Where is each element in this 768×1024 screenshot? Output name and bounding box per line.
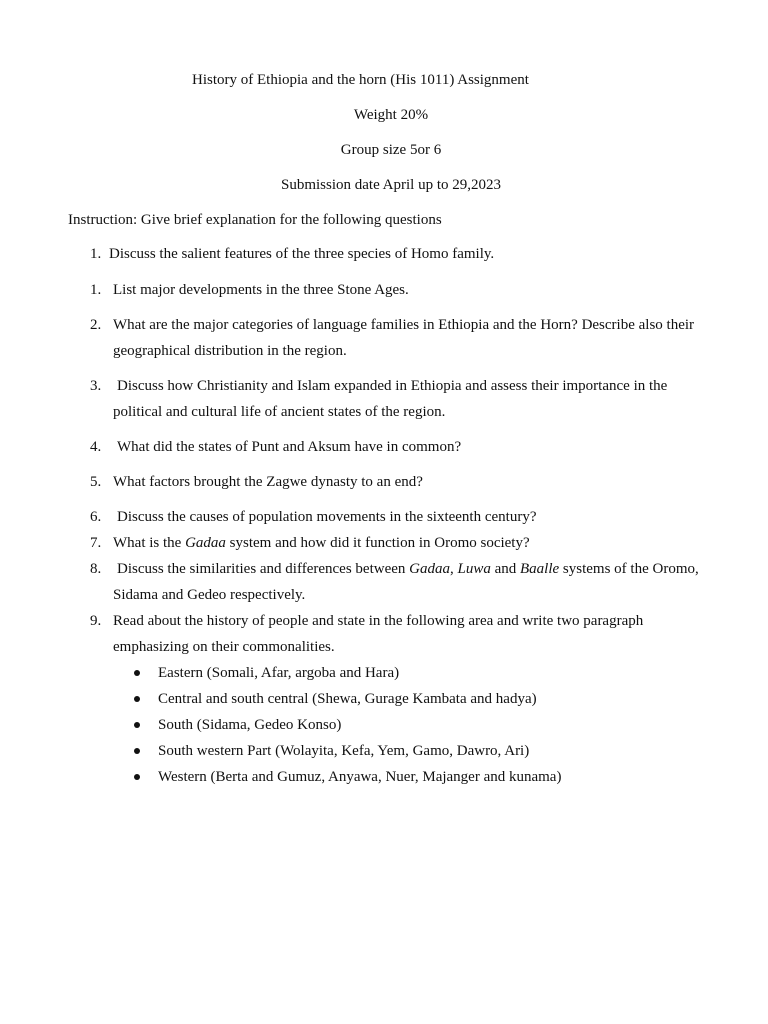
- question-number: 7.: [90, 535, 102, 551]
- bullet-icon: [134, 722, 140, 728]
- question-text: Discuss the salient features of the three species of Homo family.: [109, 246, 495, 262]
- weight-line: Weight 20%: [353, 107, 429, 123]
- question-number: 9.: [90, 613, 102, 629]
- question-text: List major developments in the three Stone Ages.: [113, 282, 409, 298]
- question-number: 2.: [90, 317, 102, 333]
- question-text: What factors brought the Zagwe dynasty to an end?: [113, 474, 423, 490]
- question-number: 6.: [90, 509, 102, 525]
- question-text: Discuss the similarities and differences between Gadaa, Luwa and Baalle systems of the Oromo,: [117, 561, 699, 577]
- question-text: Discuss the causes of population movements in the sixteenth century?: [117, 509, 537, 525]
- gadaa-term: Gadaa: [185, 535, 226, 551]
- region-text: Western (Berta and Gumuz, Anyawa, Nuer, Majanger and kunama): [158, 769, 562, 785]
- question-number: 1.: [90, 246, 102, 262]
- bullet-icon: [134, 696, 140, 702]
- region-text: Central and south central (Shewa, Gurage Kambata and hadya): [158, 691, 537, 707]
- question-number: 4.: [90, 439, 102, 455]
- question-text-continued: geographical distribution in the region.: [113, 343, 347, 359]
- region-text: South western Part (Wolayita, Kefa, Yem, Gamo, Dawro, Ari): [158, 743, 530, 759]
- baalle-term: Baalle: [520, 561, 560, 577]
- question-text-continued: Sidama and Gedeo respectively.: [113, 587, 306, 603]
- question-text-continued: emphasizing on their commonalities.: [113, 639, 335, 655]
- document-title: History of Ethiopia and the horn (His 1011) Assignment: [192, 72, 529, 88]
- region-text: South (Sidama, Gedeo Konso): [158, 717, 342, 733]
- question-number: 1.: [90, 282, 102, 298]
- question-text: What are the major categories of language families in Ethiopia and the Horn? Describe also their: [113, 317, 695, 333]
- question-text-continued: political and cultural life of ancient states of the region.: [113, 404, 446, 420]
- question-text: Discuss how Christianity and Islam expanded in Ethiopia and assess their importance in the: [117, 378, 668, 394]
- bullet-icon: [134, 748, 140, 754]
- question-number: 8.: [90, 561, 102, 577]
- question-text: Read about the history of people and state in the following area and write two paragraph: [113, 613, 644, 629]
- bullet-icon: [134, 774, 140, 780]
- question-text: What did the states of Punt and Aksum have in common?: [117, 439, 462, 455]
- bullet-icon: [134, 670, 140, 676]
- instruction-text: Instruction: Give brief explanation for the following questions: [68, 212, 442, 228]
- region-text: Eastern (Somali, Afar, argoba and Hara): [158, 665, 400, 681]
- question-text: What is the Gadaa system and how did it function in Oromo society?: [113, 535, 530, 551]
- group-size-line: Group size 5or 6: [340, 142, 442, 158]
- question-number: 5.: [90, 474, 102, 490]
- question-number: 3.: [90, 378, 102, 394]
- luwa-term: Luwa: [457, 561, 491, 577]
- gadaa-term: Gadaa: [409, 561, 450, 577]
- submission-date-line: Submission date April up to 29,2023: [280, 177, 501, 193]
